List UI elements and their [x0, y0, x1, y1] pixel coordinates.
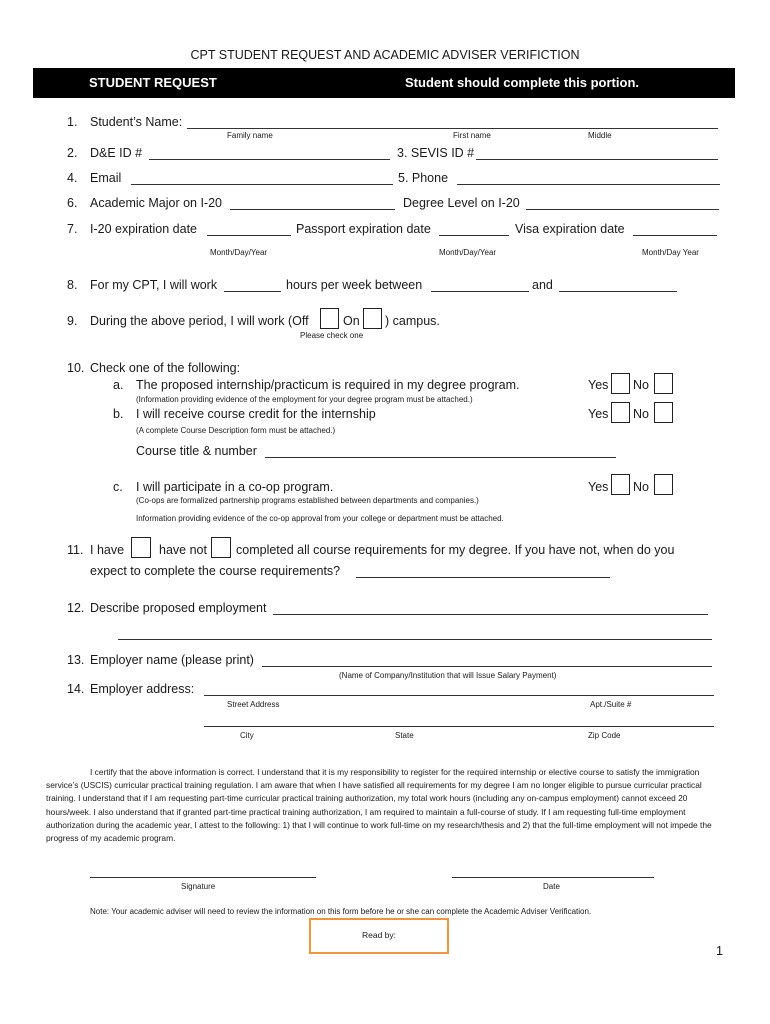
q10-a-yes-label: Yes [588, 378, 609, 392]
student-name-field[interactable] [187, 128, 718, 129]
degree-level-field[interactable] [526, 209, 719, 210]
q11-number: 11. [67, 543, 84, 557]
city-state-zip-field[interactable] [204, 726, 714, 727]
q6-number: 6. [67, 196, 78, 210]
q10-c-text: I will participate in a co-op program. [136, 480, 334, 494]
phone-field[interactable] [457, 184, 720, 185]
q10-b-no-label: No [633, 407, 649, 421]
q10-b-text: I will receive course credit for the internship [136, 407, 376, 421]
hours-per-week-field[interactable] [224, 291, 281, 292]
street-address-field[interactable] [204, 695, 714, 696]
q14-label: Employer address: [90, 682, 195, 696]
q10-c-letter: c. [113, 480, 123, 494]
course-title-field[interactable] [265, 457, 616, 458]
section-header [33, 68, 735, 98]
q10-label: Check one of the following: [90, 361, 241, 375]
read-by-label: Read by: [361, 930, 397, 940]
q14-number: 14. [67, 682, 85, 696]
q10-b-note: (A complete Course Description form must be attached.) [136, 426, 336, 435]
q8-and-label: and [532, 278, 553, 292]
q9-on-label: On [343, 314, 360, 328]
q12-number: 12. [67, 601, 85, 615]
q13-label: Employer name (please print) [90, 653, 254, 667]
have-not-completed-checkbox[interactable] [211, 537, 231, 558]
q7-visa-label: Visa expiration date [515, 222, 625, 236]
q9-label: During the above period, I will work (Off [90, 314, 309, 328]
q8-label: For my CPT, I will work [90, 278, 218, 292]
q10-c-note-1: (Co-ops are formalized partnership programs established between departments and companies.) [136, 496, 479, 505]
page-title: CPT STUDENT REQUEST AND ACADEMIC ADVISER VERIFICTION [190, 48, 580, 62]
employer-name-field[interactable] [262, 666, 712, 667]
q1-family-caption: Family name [227, 131, 273, 140]
email-field[interactable] [131, 184, 393, 185]
q1-middle-caption: Middle [588, 131, 612, 140]
q11-rest: completed all course requirements for my degree. If you have not, when do you [236, 543, 675, 557]
have-completed-checkbox[interactable] [131, 537, 151, 558]
adviser-note: Note: Your academic adviser will need to review the information on this form before he or she can complete the Academic Adviser Verification. [90, 907, 592, 916]
q9-number: 9. [67, 314, 78, 328]
q10-c-no-checkbox[interactable] [654, 474, 673, 495]
q5-label: 5. Phone [398, 171, 449, 185]
certification-statement: I certify that the above information is correct. I understand that it is my responsibility to register for the required internship or elective course to satisfy the immigration service’s (USCIS) curricular practical training regulation. I am aware that when I have satisfied all requirements for my degree I am no longer eligible to pursue curricular practical training. I understand that if I am requesting part-time curricular practical training authorization, my total work hours (including any on-campus employment) cannot exceed 20 hours/week. I also understand that if granted part-time practical training authorization, I am required to maintain a full-course of study. If I am requesting full-time employment authorization during the academic year, I attest to the following: 1) that I will continue to work full-time on my research/thesis and 2) that the full-time employment will not impede the progress of my academic program. [46, 767, 712, 844]
employment-description-field[interactable] [273, 614, 708, 615]
passport-expiration-field[interactable] [439, 235, 509, 236]
date-caption: Date [543, 882, 560, 891]
end-date-field[interactable] [559, 291, 677, 292]
q4-label: Email [90, 171, 122, 185]
q13-caption: (Name of Company/Institution that will Issue Salary Payment) [339, 671, 557, 680]
q10-b-yes-label: Yes [588, 407, 609, 421]
read-by-box[interactable] [309, 918, 449, 954]
q11-i-have: I have [90, 543, 125, 557]
start-date-field[interactable] [431, 291, 529, 292]
q10-b-yes-checkbox[interactable] [611, 402, 630, 423]
q1-first-caption: First name [453, 131, 491, 140]
de-id-field[interactable] [149, 159, 390, 160]
q10-number: 10. [67, 361, 85, 375]
q7-caption-3: Month/Day Year [642, 248, 699, 257]
academic-major-field[interactable] [230, 209, 395, 210]
page-number: 1 [716, 944, 723, 958]
q11-have-not: have not [159, 543, 207, 557]
q10-c-no-label: No [633, 480, 649, 494]
sevis-id-field[interactable] [476, 159, 718, 160]
q10-c-yes-checkbox[interactable] [611, 474, 630, 495]
q4-number: 4. [67, 171, 78, 185]
q7-caption-1: Month/Day/Year [210, 248, 268, 257]
q12-label: Describe proposed employment [90, 601, 267, 615]
off-campus-checkbox[interactable] [320, 308, 339, 329]
q8-number: 8. [67, 278, 78, 292]
q7-caption-2: Month/Day/Year [439, 248, 497, 257]
course-title-label: Course title & number [136, 444, 257, 458]
q10-b-no-checkbox[interactable] [654, 402, 673, 423]
q10-a-letter: a. [113, 378, 124, 392]
signature-field[interactable] [90, 877, 316, 878]
section-instruction: Student should complete this portion. [405, 75, 639, 90]
signature-caption: Signature [181, 882, 216, 891]
i20-expiration-field[interactable] [207, 235, 291, 236]
zip-caption: Zip Code [588, 731, 621, 740]
q7-passport-label: Passport expiration date [296, 222, 431, 236]
q11-line2: expect to complete the course requirements? [90, 564, 341, 578]
q8-between-label: hours per week between [286, 278, 423, 292]
section-title: STUDENT REQUEST [89, 75, 217, 90]
state-caption: State [395, 731, 414, 740]
visa-expiration-field[interactable] [633, 235, 717, 236]
date-field[interactable] [452, 877, 654, 878]
q10-c-yes-label: Yes [588, 480, 609, 494]
q10-c-note-2: Information providing evidence of the co-op approval from your college or department must be attached. [136, 514, 504, 523]
q10-a-no-checkbox[interactable] [654, 373, 673, 394]
q2-label: D&E ID # [90, 146, 143, 160]
completion-date-field[interactable] [356, 577, 610, 578]
q7-label: I-20 expiration date [90, 222, 198, 236]
q10-a-yes-checkbox[interactable] [611, 373, 630, 394]
q1-label: Student’s Name: [90, 115, 183, 129]
q10-a-note: (Information providing evidence of the employment for your degree program must be attached.) [136, 395, 473, 404]
q10-a-no-label: No [633, 378, 649, 392]
q3-label: 3. SEVIS ID # [397, 146, 475, 160]
apt-caption: Apt./Suite # [590, 700, 632, 709]
q2-number: 2. [67, 146, 78, 160]
q1-number: 1. [67, 115, 78, 129]
street-caption: Street Address [227, 700, 280, 709]
city-caption: City [240, 731, 254, 740]
employment-description-field-line2[interactable] [118, 639, 712, 640]
q9-caption: Please check one [300, 331, 364, 340]
q7-number: 7. [67, 222, 78, 236]
q6-label: Academic Major on I-20 [90, 196, 223, 210]
q9-campus-label: ) campus. [385, 314, 440, 328]
q6-degree-label: Degree Level on I-20 [403, 196, 520, 210]
on-campus-checkbox[interactable] [363, 308, 382, 329]
q13-number: 13. [67, 653, 85, 667]
q10-b-letter: b. [113, 407, 124, 421]
q10-a-text: The proposed internship/practicum is required in my degree program. [136, 378, 520, 392]
